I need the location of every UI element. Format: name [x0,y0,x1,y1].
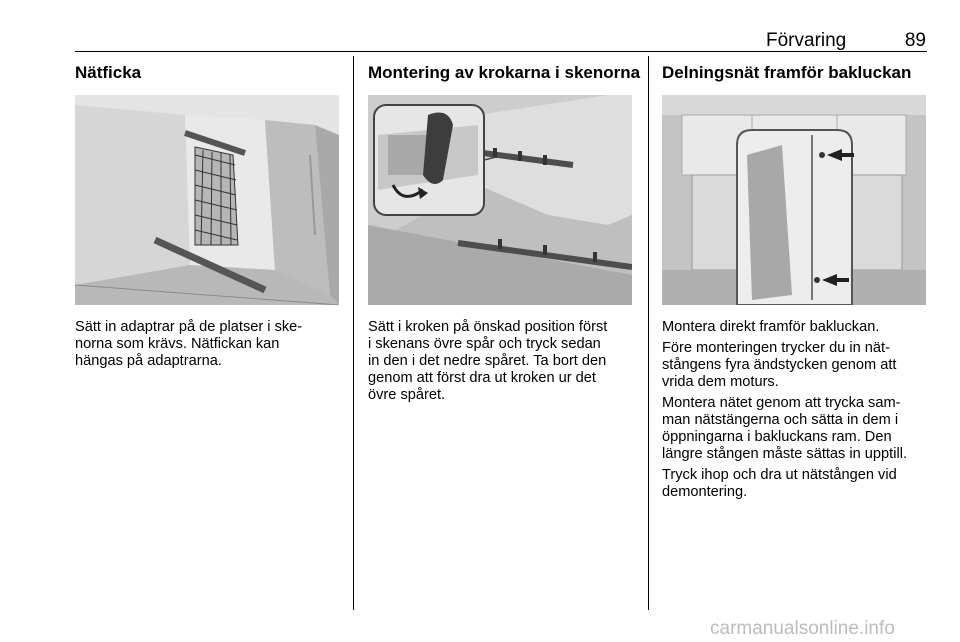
watermark: carmanualsonline.info [710,618,895,639]
divider-net-illustration [662,95,926,305]
header-rule [75,51,927,52]
section-net-pocket [75,62,339,374]
net-pocket-illustration [75,95,339,305]
divider-net-image [662,95,926,305]
section-heading: Delningsnät framför bakluckan [662,63,912,82]
column-divider [648,56,649,610]
paragraph: Montera nätet genom att trycka sam- man nätstängerna och sätta in dem i öppningarna i bakluckans ram. Den längre stången måste sättas in upptill. [662,395,907,462]
net-pocket-image [75,95,339,305]
section-mounting-hooks [368,62,640,408]
column-divider [353,56,354,610]
page-number: 89 [904,30,926,51]
paragraph: Sätt i kroken på önskad position först i skenans övre spår och tryck sedan in den i det nedre spåret. Ta bort den genom att först dra ut kroken ur det övre spåret. [368,319,608,403]
section-body [662,319,926,501]
paragraph: Sätt in adaptrar på de platser i ske- norna som krävs. Nätfickan kan hängas på adaptrarna. [75,319,303,369]
hook-mounting-illustration [368,95,632,305]
section-divider-net [662,62,926,505]
section-heading: Nätficka [75,63,142,82]
header-title: Förvaring [766,30,847,51]
paragraph: Montera direkt framför bakluckan. [662,319,880,335]
paragraph: Före monteringen trycker du in nät- stångens fyra ändstycken genom att vrida dem moturs. [662,340,897,390]
section-body [75,319,339,370]
hook-mounting-image [368,95,632,305]
paragraph: Tryck ihop och dra ut nätstången vid demontering. [662,467,897,500]
section-heading: Montering av krokarna i skenorna [368,63,641,82]
section-body [368,319,640,404]
